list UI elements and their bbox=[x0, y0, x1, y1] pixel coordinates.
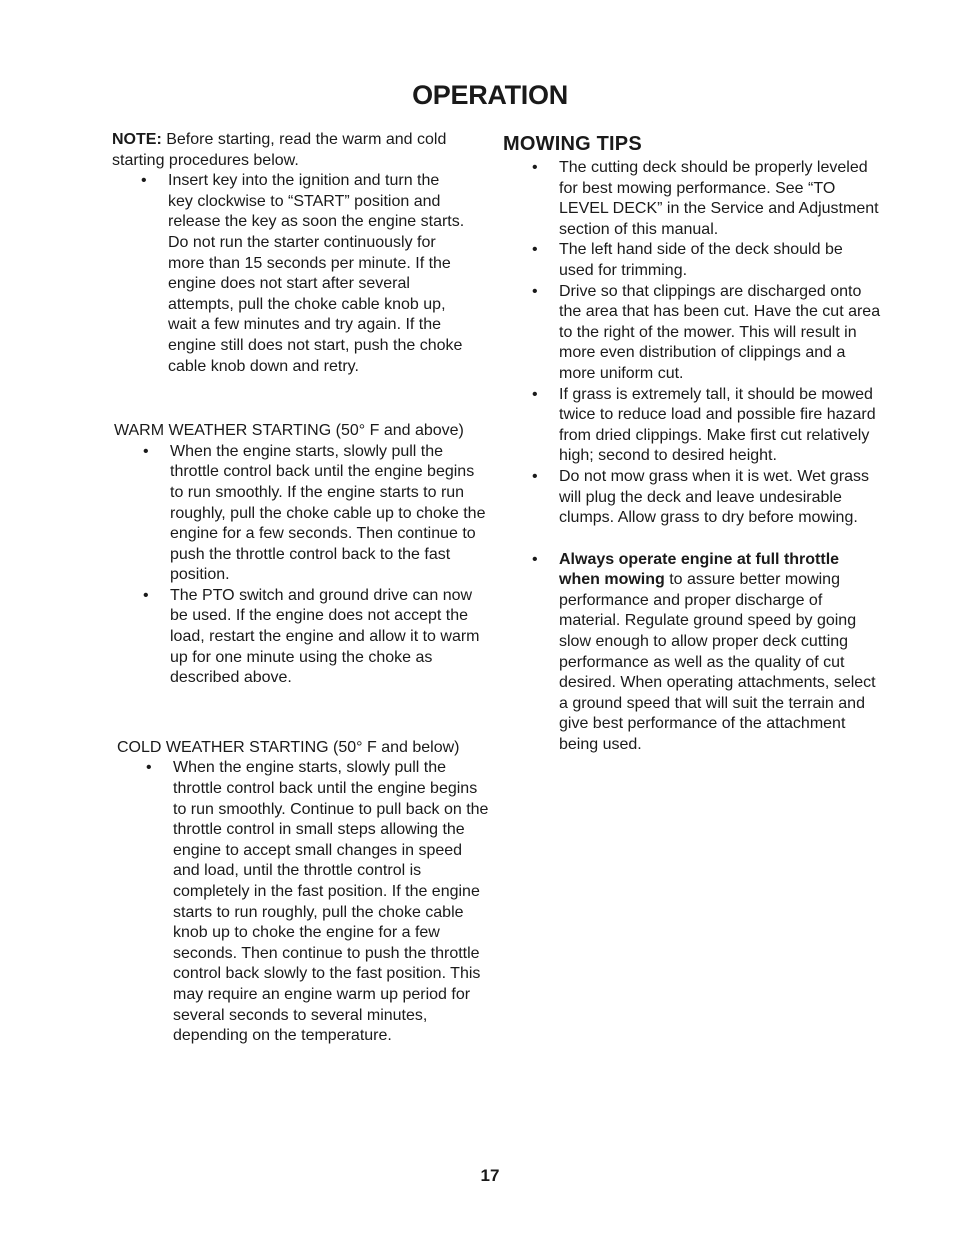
throttle-text: to assure better mowing performance and proper discharge of material. Regulate ground speed by going slow enough to allow proper deck cutting performance as well as the quality of cut desired. When operating attachments, select a ground speed that will suit the terrain and give best performance of the attachment being used. bbox=[559, 571, 876, 754]
page-number: 17 bbox=[480, 1166, 500, 1185]
warm-weather-list bbox=[170, 442, 488, 689]
note-text: Before starting, read the warm and cold starting procedures below. bbox=[112, 131, 447, 169]
warm-weather-heading: WARM WEATHER STARTING (50° F and above) bbox=[114, 422, 464, 440]
list-item: • The cutting deck should be properly leveled for best mowing performance. See “TO LEVEL DECK” in the Service and Adjustment section of this manual. bbox=[559, 158, 881, 240]
list-item: • When the engine starts, slowly pull the throttle control back until the engine begins to run smoothly. If the engine starts to run roughly, pull the choke cable up to choke the engine for a few seconds. Then continue to push the throttle control back to the fast position. bbox=[170, 442, 488, 586]
mowing-tips-list bbox=[559, 158, 881, 756]
page-title: OPERATION bbox=[412, 80, 568, 110]
list-item: • If grass is extremely tall, it should be mowed twice to reduce load and possible fire hazard from dried clippings. Make first cut relatively high; second to desired height. bbox=[559, 385, 881, 467]
list-item: • The PTO switch and ground drive can now be used. If the engine does not accept the load, restart the engine and allow it to warm up for one minute using the choke as described above. bbox=[170, 586, 488, 689]
cold-weather-heading: COLD WEATHER STARTING (50° F and below) bbox=[117, 738, 460, 756]
note-paragraph bbox=[112, 130, 492, 171]
mowing-tips-column bbox=[503, 132, 893, 756]
throttle-emphasis: Always operate engine at full throttle when mowing bbox=[559, 550, 840, 589]
starting-column bbox=[112, 130, 492, 1047]
note-label: NOTE: bbox=[112, 131, 162, 148]
mowing-tips-heading: MOWING TIPS bbox=[503, 133, 642, 155]
list-item: • Do not mow grass when it is wet. Wet grass will plug the deck and leave undesirable clumps. Allow grass to dry before mowing. bbox=[559, 467, 881, 529]
list-item: • Insert key into the ignition and turn the key clockwise to “START” position and release the key as soon the engine starts. Do not run the starter continuously for more than 15 seconds per minute. If the engine does not start after several attempts, pull the choke cable knob up, wait a few minutes and try again. If the engine still does not start, push the choke cable knob down and retry. bbox=[168, 171, 468, 377]
list-item: • Drive so that clippings are discharged onto the area that has been cut. Have the cut area to the right of the mower. This will result in more even distribution of clippings and a more uniform cut. bbox=[559, 282, 881, 385]
list-item: • The left hand side of the deck should be used for trimming. bbox=[559, 240, 881, 281]
list-item: • When the engine starts, slowly pull the throttle control back until the engine begins to run smoothly. Continue to pull back on the throttle control in small steps allowing the engine to accept small changes in speed and load, until the throttle control is completely in the fast position. If the engine starts to run roughly, pull the choke cable knob up to choke the engine for a few seconds. Then continue to push the throttle control back slowly to the fast position. This may require an engine warm up period for several seconds to several minutes, depending on the temperature. bbox=[173, 758, 491, 1046]
cold-weather-list bbox=[173, 758, 491, 1046]
list-item bbox=[559, 550, 881, 756]
starting-list bbox=[168, 171, 468, 377]
